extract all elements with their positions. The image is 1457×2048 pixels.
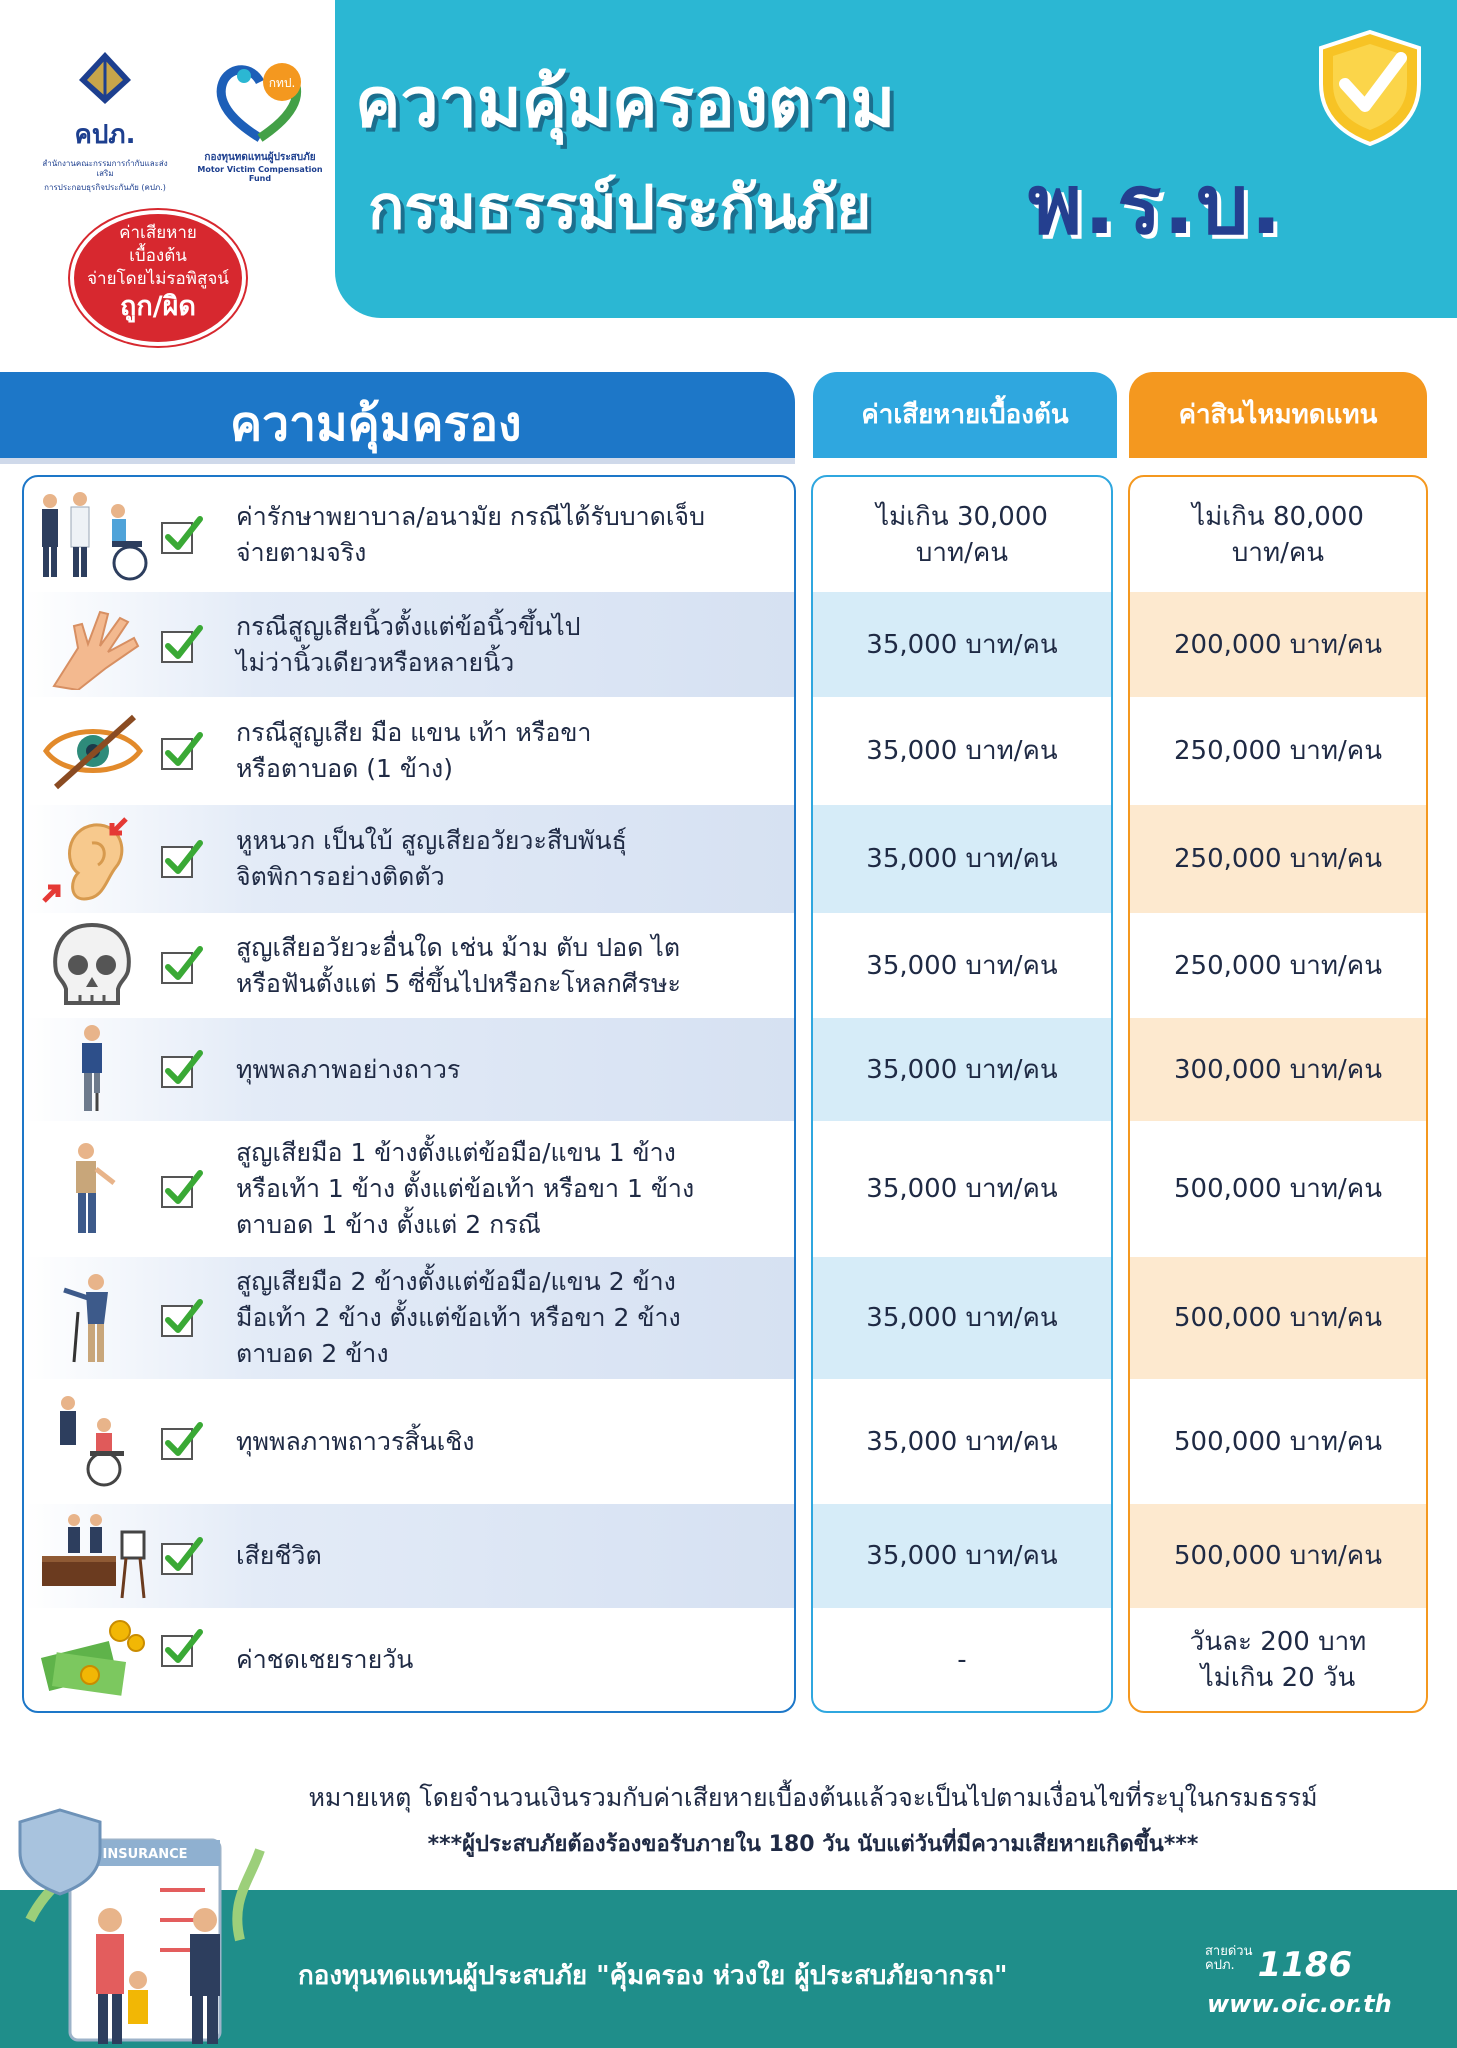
table-row: [0, 697, 1457, 805]
coverage-desc: [236, 592, 796, 697]
initial-value: -: [957, 1644, 967, 1675]
compensation-value: 250,000 บาท/คน: [1174, 950, 1382, 981]
badge-line-4: ถูก/ผิด: [120, 291, 196, 322]
table-row: [0, 805, 1457, 913]
compensation-value: 200,000 บาท/คน: [1174, 629, 1382, 660]
table-row: [0, 1121, 1457, 1257]
value-line: ไม่เกิน 20 วัน: [1200, 1662, 1356, 1693]
compensation-value: [1130, 1608, 1426, 1711]
amputee-person-icon: [34, 1143, 152, 1235]
footnote: หมายเหตุ โดยจำนวนเงินรวมกับค่าเสียหายเบื้องต้นแล้วจะเป็นไปตามเงื่อนไขที่ระบุในกรมธรรม์: [308, 1783, 1318, 1812]
funeral-icon: [34, 1510, 152, 1602]
compensation-value: 500,000 บาท/คน: [1174, 1303, 1382, 1333]
check-icon: [160, 622, 204, 666]
shield-check-icon: [1315, 28, 1425, 148]
desc-line: มือเท้า 2 ข้าง ตั้งแต่ข้อเท้า หรือขา 2 ข้าง: [236, 1303, 681, 1332]
value-line: บาท/คน: [915, 537, 1009, 568]
check-icon: [160, 837, 204, 881]
check-icon: [160, 943, 204, 987]
desc-line: จ่ายตามจริง: [236, 537, 367, 567]
table-row: [0, 1018, 1457, 1121]
desc-line: ค่าชดเชยรายวัน: [236, 1644, 414, 1674]
initial-value: 35,000 บาท/คน: [866, 950, 1058, 981]
initial-value: 35,000 บาท/คน: [866, 1303, 1058, 1333]
desc-line: ทุพพลภาพถาวรสิ้นเชิง: [236, 1426, 475, 1456]
value-line: วันละ 200 บาท: [1189, 1626, 1367, 1657]
table-row: [0, 477, 1457, 592]
initial-value: 35,000 บาท/คน: [866, 1174, 1058, 1204]
heart-hand-icon: [214, 60, 306, 142]
coverage-column-header: [0, 372, 795, 458]
table-row: [0, 1379, 1457, 1504]
check-icon: [160, 729, 204, 773]
coverage-desc: [236, 1608, 796, 1711]
check-icon: [160, 1626, 204, 1670]
badge-line-1: ค่าเสียหาย: [119, 223, 197, 243]
initial-value: 35,000 บาท/คน: [866, 736, 1058, 766]
compensation-header-label: ค่าสินไหมทดแทน: [1178, 400, 1378, 430]
table-row: [0, 1257, 1457, 1379]
desc-line: สูญเสียมือ 1 ข้างตั้งแต่ข้อมือ/แขน 1 ข้าง: [236, 1138, 676, 1167]
desc-line: กรณีสูญเสีย มือ แขน เท้า หรือขา: [236, 718, 592, 747]
wheelchair-icon: [34, 1395, 152, 1487]
hotline-label-1: สายด่วน: [1205, 1944, 1253, 1959]
desc-line: จิตพิการอย่างติดตัว: [236, 862, 445, 891]
page-title-line2: กรมธรรม์ประกันภัย: [368, 173, 872, 243]
desc-line: สูญเสียมือ 2 ข้างตั้งแต่ข้อมือ/แขน 2 ข้าง: [236, 1267, 676, 1296]
no-fault-badge: [60, 210, 250, 350]
desc-line: หรือเท้า 1 ข้าง ตั้งแต่ข้อเท้า หรือขา 1 ข้าง: [236, 1174, 695, 1203]
coverage-header-label: ความคุ้มครอง: [230, 396, 522, 452]
check-icon: [160, 1167, 204, 1211]
initial-value: 35,000 บาท/คน: [866, 1426, 1058, 1457]
oic-diamond-icon: [77, 50, 133, 106]
mvf-logo: [190, 60, 330, 183]
initial-value: [813, 477, 1111, 592]
skull-icon: [34, 919, 152, 1011]
value-line: ไม่เกิน 80,000: [1192, 501, 1364, 532]
coverage-desc: [236, 1257, 796, 1379]
eye-crossed-icon: [34, 705, 152, 797]
desc-line: กรณีสูญเสียนิ้วตั้งแต่ข้อนิ้วขึ้นไป: [236, 611, 581, 641]
table-row: [0, 913, 1457, 1018]
blind-person-cane-icon: [34, 1272, 152, 1364]
mvf-name: กองทุนทดแทนผู้ประสบภัย: [204, 152, 316, 163]
footer-slogan: กองทุนทดแทนผู้ประสบภัย "คุ้มครอง ห่วงใย ผู้ประสบภัยจากรถ": [298, 1961, 1008, 1991]
coverage-desc: [236, 805, 796, 913]
compensation-value: 500,000 บาท/คน: [1174, 1426, 1382, 1457]
initial-header-label: ค่าเสียหายเบื้องต้น: [861, 400, 1069, 430]
prosthetic-leg-person-icon: [34, 1023, 152, 1115]
desc-line: ค่ารักษาพยาบาล/อนามัย กรณีได้รับบาดเจ็บ: [236, 501, 705, 531]
initial-column-header: [813, 372, 1117, 458]
page-title-highlight: พ.ร.บ.: [1028, 158, 1284, 253]
initial-value: 35,000 บาท/คน: [866, 1541, 1058, 1571]
desc-line: ไม่ว่านิ้วเดียวหรือหลายนิ้ว: [236, 647, 515, 677]
badge-line-2: เบื้องต้น: [129, 246, 187, 266]
check-icon: [160, 1534, 204, 1578]
hand-icon: [34, 598, 152, 690]
money-coins-icon: [34, 1613, 152, 1705]
desc-line: สูญเสียอวัยวะอื่นใด เช่น ม้าม ตับ ปอด ไต: [236, 932, 681, 962]
table-row: [0, 1608, 1457, 1711]
compensation-column-header: [1129, 372, 1427, 458]
coverage-desc: [236, 1121, 796, 1257]
compensation-value: 300,000 บาท/คน: [1174, 1054, 1382, 1085]
website-link[interactable]: www.oic.or.th: [1207, 1990, 1392, 2018]
check-icon: [160, 1047, 204, 1091]
table-row: [0, 1504, 1457, 1608]
check-icon: [160, 1419, 204, 1463]
compensation-value: 500,000 บาท/คน: [1174, 1541, 1382, 1571]
desc-line: หรือตาบอด (1 ข้าง): [236, 754, 453, 783]
medical-staff-icon: [34, 489, 152, 581]
compensation-value: 250,000 บาท/คน: [1174, 736, 1382, 766]
coverage-desc: [236, 913, 796, 1018]
initial-value: 35,000 บาท/คน: [866, 629, 1058, 660]
desc-line: ตาบอด 1 ข้าง ตั้งแต่ 2 กรณี: [236, 1210, 541, 1239]
oic-logo: [40, 50, 170, 193]
compensation-value: 500,000 บาท/คน: [1174, 1174, 1382, 1204]
oic-sub-2: การประกอบธุรกิจประกันภัย (คปภ.): [44, 183, 166, 192]
mvf-badge-text: กทป.: [268, 76, 296, 90]
coverage-desc: [236, 1018, 796, 1121]
insurance-illustration: [10, 1800, 270, 2048]
hotline: [1205, 1945, 1352, 1985]
badge-line-3: จ่ายโดยไม่รอพิสูจน์: [87, 269, 229, 289]
mvf-name-en: Motor Victim Compensation Fund: [197, 165, 323, 183]
coverage-desc: [236, 697, 796, 805]
initial-value: 35,000 บาท/คน: [866, 1054, 1058, 1085]
ear-icon: [34, 813, 152, 905]
desc-line: หูหนวก เป็นใบ้ สูญเสียอวัยวะสืบพันธุ์: [236, 826, 627, 855]
value-line: บาท/คน: [1231, 537, 1325, 568]
compensation-value: [1130, 477, 1426, 592]
check-icon: [160, 513, 204, 557]
claim-deadline-warning: ***ผู้ประสบภัยต้องร้องขอรับภายใน 180 วัน นับแต่วันที่มีความเสียหายเกิดขึ้น***: [427, 1832, 1199, 1857]
check-icon: [160, 1296, 204, 1340]
logos-group: [30, 40, 330, 210]
coverage-desc: [236, 477, 796, 592]
compensation-value: 250,000 บาท/คน: [1174, 844, 1382, 874]
page-title-line1: ความคุ้มครองตาม: [355, 64, 896, 143]
desc-line: หรือฟันตั้งแต่ 5 ซี่ขึ้นไปหรือกะโหลกศีรษะ: [236, 968, 681, 998]
insurance-label: INSURANCE: [102, 1847, 188, 1862]
oic-name: คปภ.: [74, 120, 136, 150]
desc-line: ตาบอด 2 ข้าง: [236, 1339, 389, 1368]
coverage-desc: [236, 1379, 796, 1504]
initial-value: 35,000 บาท/คน: [866, 844, 1058, 874]
desc-line: เสียชีวิต: [236, 1541, 322, 1570]
coverage-desc: [236, 1504, 796, 1608]
table-row: [0, 592, 1457, 697]
desc-line: ทุพพลภาพอย่างถาวร: [236, 1054, 461, 1084]
hotline-number: 1186: [1257, 1945, 1353, 1985]
hotline-label-2: คปภ.: [1205, 1958, 1235, 1973]
value-line: ไม่เกิน 30,000: [876, 501, 1048, 532]
oic-sub-1: สำนักงานคณะกรรมการกำกับและส่งเสริม: [42, 159, 168, 178]
